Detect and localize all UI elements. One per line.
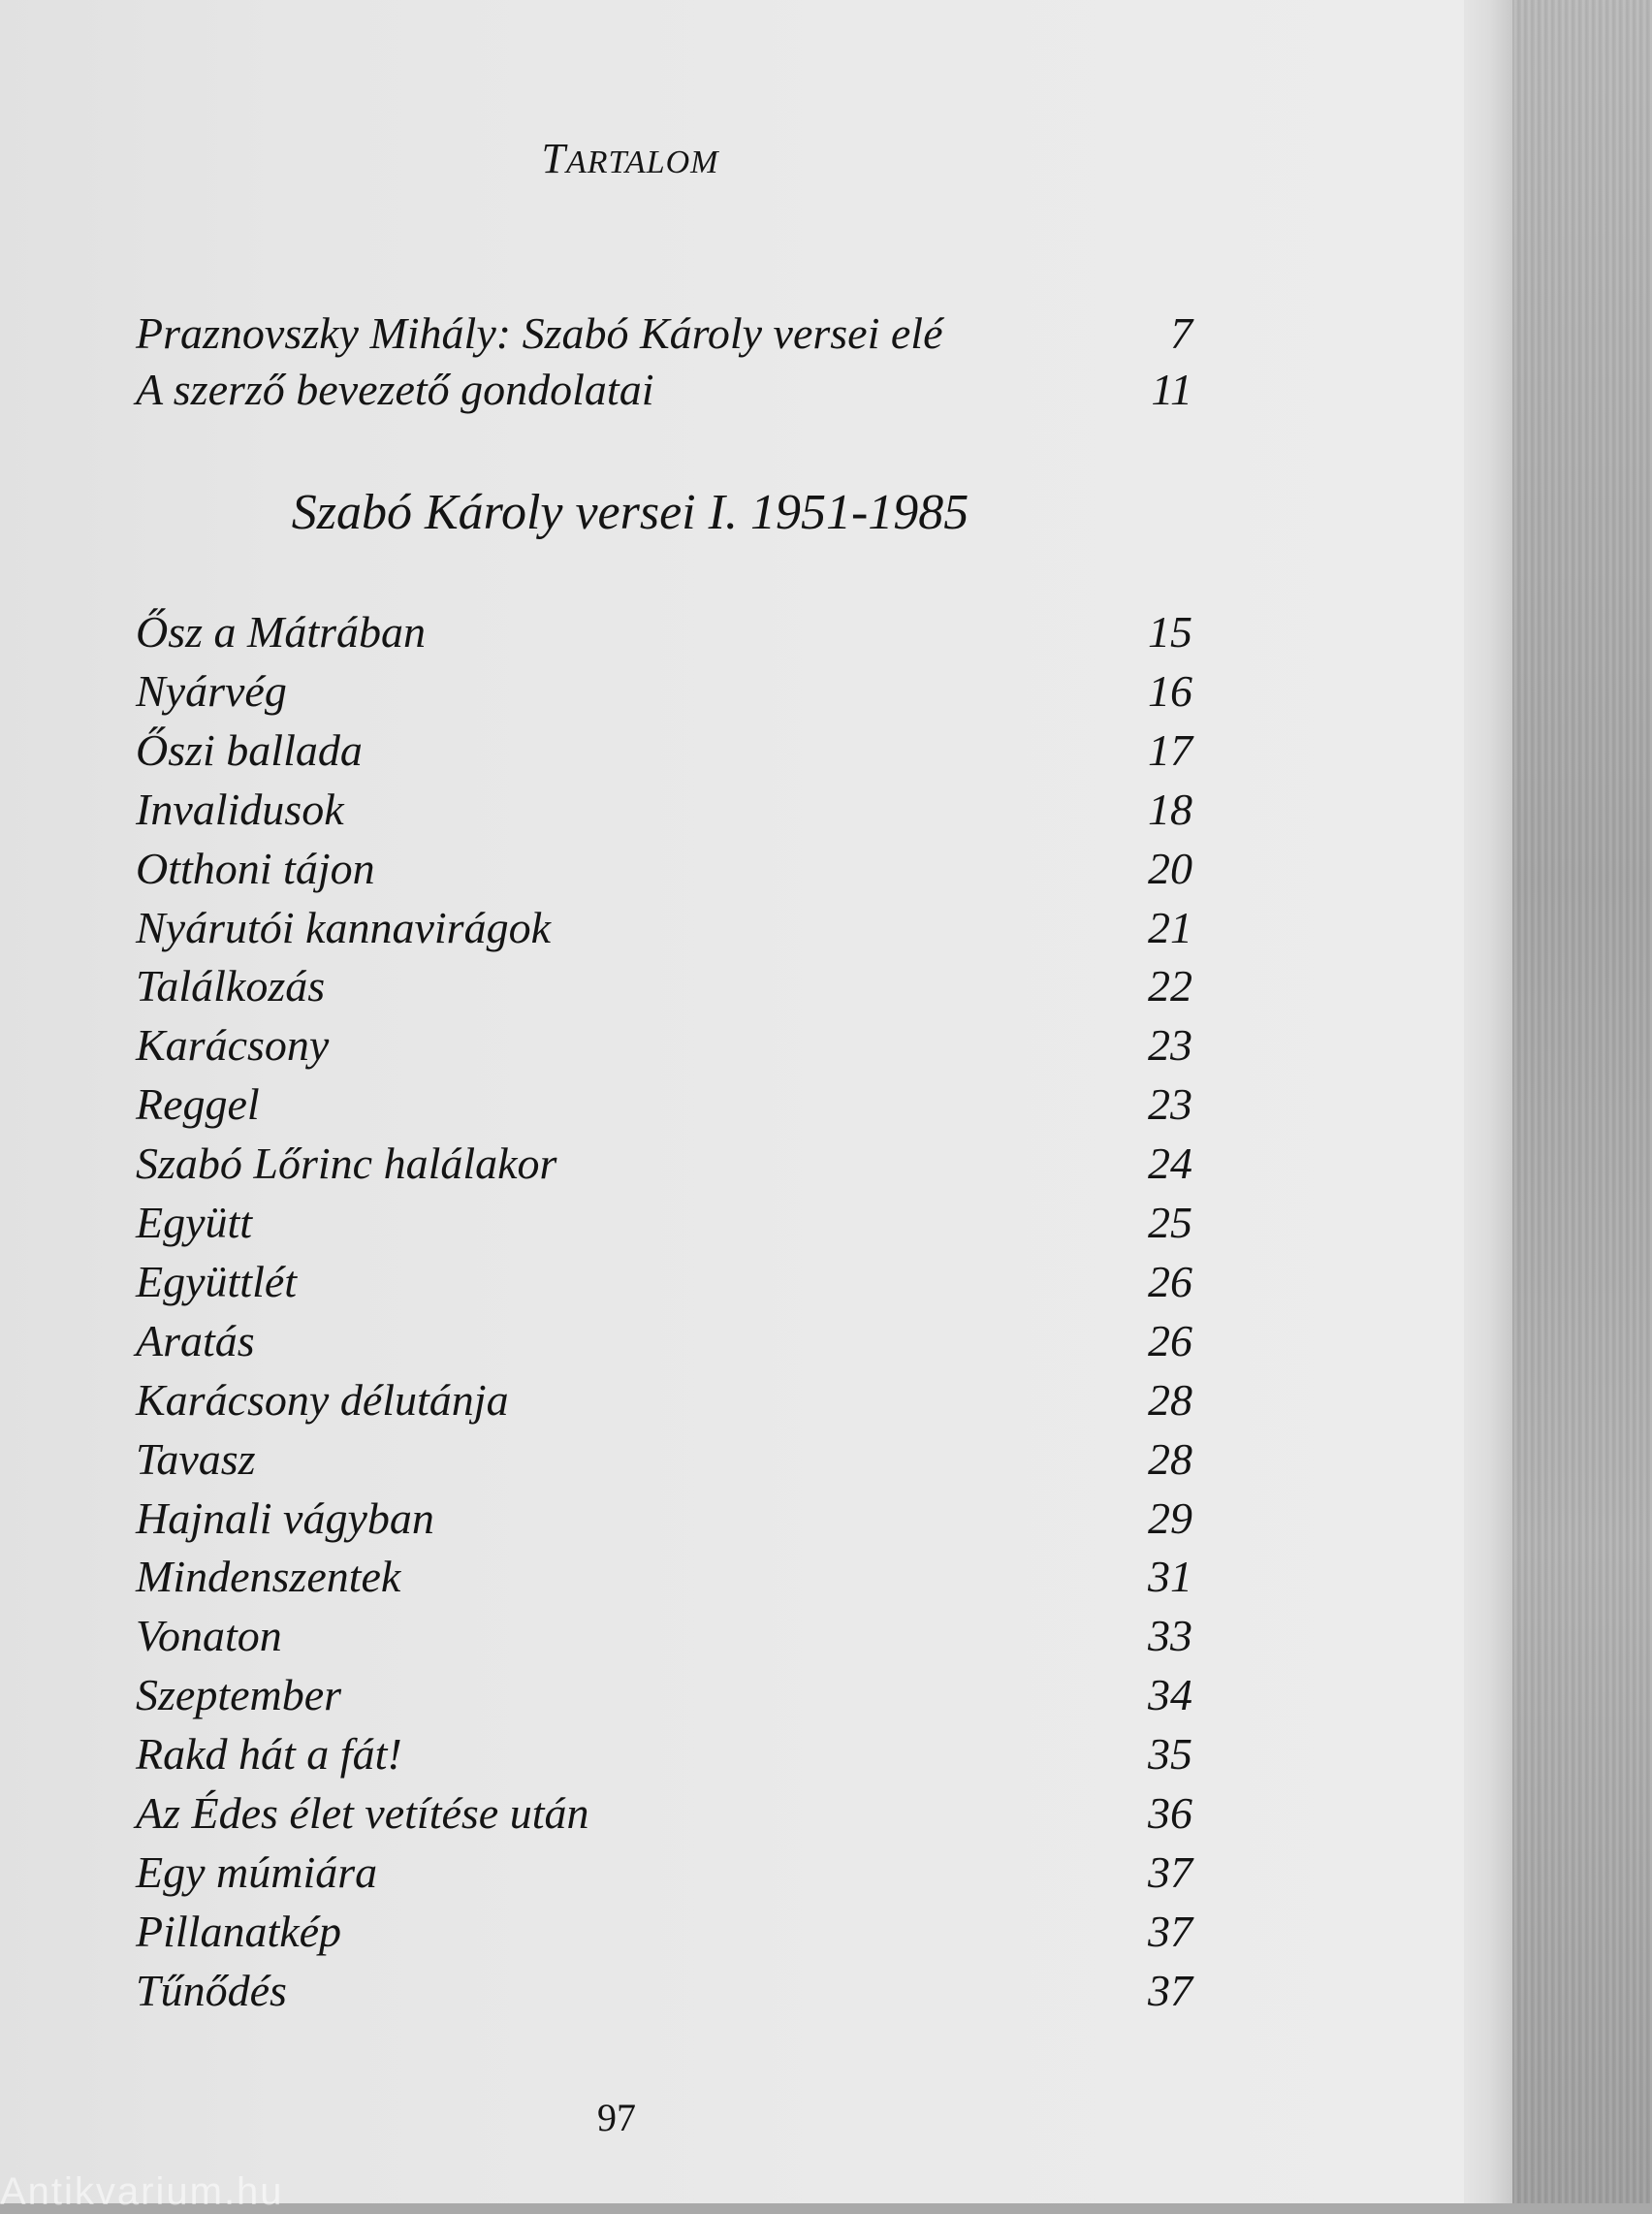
- toc-entry: [136, 1312, 1192, 1370]
- toc-entry-page: 37: [1148, 1847, 1192, 1897]
- toc-entry-page: 23: [1148, 1020, 1192, 1070]
- toc-entry-page: 23: [1148, 1079, 1192, 1129]
- toc-entry-page: 35: [1148, 1729, 1192, 1779]
- toc-entry-title: Karácsony: [136, 1020, 330, 1070]
- toc-entry-title: Az Édes élet vetítése után: [136, 1788, 589, 1838]
- toc-entry: [136, 1016, 1192, 1075]
- toc-entry-title: Invalidusok: [136, 785, 344, 834]
- toc-entry-title: Mindenszentek: [136, 1552, 401, 1601]
- toc-entry-title: Praznovszky Mihály: Szabó Károly versei elé: [136, 308, 943, 358]
- toc-entry-title: Nyárvég: [136, 666, 287, 716]
- toc-entry-title: Együtt: [136, 1198, 253, 1247]
- toc-entry-page: 34: [1148, 1670, 1192, 1719]
- heading-initial: T: [541, 135, 566, 182]
- toc-entry-title: Tavasz: [136, 1434, 256, 1484]
- toc-entry-page: 31: [1148, 1552, 1192, 1601]
- toc-intro-entry: [136, 361, 1192, 419]
- toc-entry-page: 28: [1148, 1434, 1192, 1484]
- toc-entry-page: 25: [1148, 1198, 1192, 1247]
- section-title: Szabó Károly versei I. 1951-1985: [291, 485, 969, 540]
- toc-entry-page: 36: [1148, 1788, 1192, 1838]
- toc-entry: [136, 1430, 1192, 1489]
- toc-entry-title: A szerző bevezető gondolatai: [136, 365, 654, 414]
- toc-entry-page: 15: [1148, 607, 1192, 657]
- toc-entry: [136, 1666, 1192, 1724]
- toc-entry: [136, 1844, 1192, 1902]
- toc-entry-page: 22: [1148, 961, 1192, 1011]
- toc-entry-page: 18: [1148, 785, 1192, 834]
- toc-entry: [136, 1784, 1192, 1843]
- toc-entry-title: Rakd hát a fát!: [136, 1729, 402, 1779]
- toc-entry-page: 37: [1148, 1907, 1192, 1956]
- toc-entry-title: Tűnődés: [136, 1966, 287, 2015]
- toc-entry: [136, 1607, 1192, 1665]
- toc-entry-title: Hajnali vágyban: [136, 1493, 434, 1543]
- toc-entry: [136, 1962, 1192, 2020]
- toc-entry-page: 21: [1148, 903, 1192, 952]
- toc-entry-page: 7: [1170, 308, 1192, 358]
- toc-entry-page: 20: [1148, 844, 1192, 893]
- toc-entry: [136, 1371, 1192, 1429]
- toc-entry-title: Reggel: [136, 1079, 260, 1129]
- toc-entry-title: Nyárutói kannavirágok: [136, 903, 551, 952]
- background-surface: [1501, 0, 1652, 2203]
- toc-entry-title: Pillanatkép: [136, 1907, 342, 1956]
- toc-entry-title: Egy múmiára: [136, 1847, 378, 1897]
- watermark: Antikvarium.hu: [0, 2170, 284, 2213]
- toc-entry-page: 16: [1148, 666, 1192, 716]
- toc-entry-page: 28: [1148, 1375, 1192, 1425]
- toc-entry: [136, 662, 1192, 721]
- toc-entry-title: Vonaton: [136, 1611, 282, 1660]
- toc-entry-title: Aratás: [136, 1316, 255, 1365]
- toc-entry-title: Őszi ballada: [136, 725, 363, 775]
- toc-entry-title: Együttlét: [136, 1257, 298, 1306]
- toc-entry-title: Szeptember: [136, 1670, 342, 1719]
- toc-entry-page: 37: [1148, 1966, 1192, 2015]
- toc-entry-page: 26: [1148, 1316, 1192, 1365]
- heading-rest: ARTALOM: [566, 144, 719, 180]
- toc-entry: [136, 957, 1192, 1015]
- toc-entry: [136, 1253, 1192, 1311]
- toc-entry: [136, 899, 1192, 957]
- page-heading: [0, 134, 1260, 183]
- toc-intro-entry: [136, 305, 1192, 363]
- toc-entry-title: Karácsony délutánja: [136, 1375, 509, 1425]
- toc-entry-page: 33: [1148, 1611, 1192, 1660]
- toc-entry-title: Otthoni tájon: [136, 844, 375, 893]
- toc-entry-title: Ősz a Mátrában: [136, 607, 427, 657]
- toc-entry: [136, 1725, 1192, 1783]
- toc-entry: [136, 1903, 1192, 1961]
- toc-entry: [136, 781, 1192, 839]
- toc-entry-title: Szabó Lőrinc halálakor: [136, 1139, 557, 1188]
- toc-entry: [136, 1135, 1192, 1193]
- toc-entry: [136, 722, 1192, 780]
- page-number: 97: [597, 2096, 636, 2139]
- toc-entry: [136, 1548, 1192, 1606]
- toc-entry: [136, 1075, 1192, 1134]
- toc-entry: [136, 840, 1192, 898]
- toc-entry: [136, 1490, 1192, 1548]
- toc-entry-page: 11: [1151, 365, 1192, 414]
- toc-entry: [136, 603, 1192, 661]
- toc-entry-page: 24: [1148, 1139, 1192, 1188]
- toc-entry-page: 17: [1148, 725, 1192, 775]
- toc-entry-page: 26: [1148, 1257, 1192, 1306]
- toc-entry: [136, 1194, 1192, 1252]
- toc-entry-title: Találkozás: [136, 961, 326, 1011]
- toc-entry-page: 29: [1148, 1493, 1192, 1543]
